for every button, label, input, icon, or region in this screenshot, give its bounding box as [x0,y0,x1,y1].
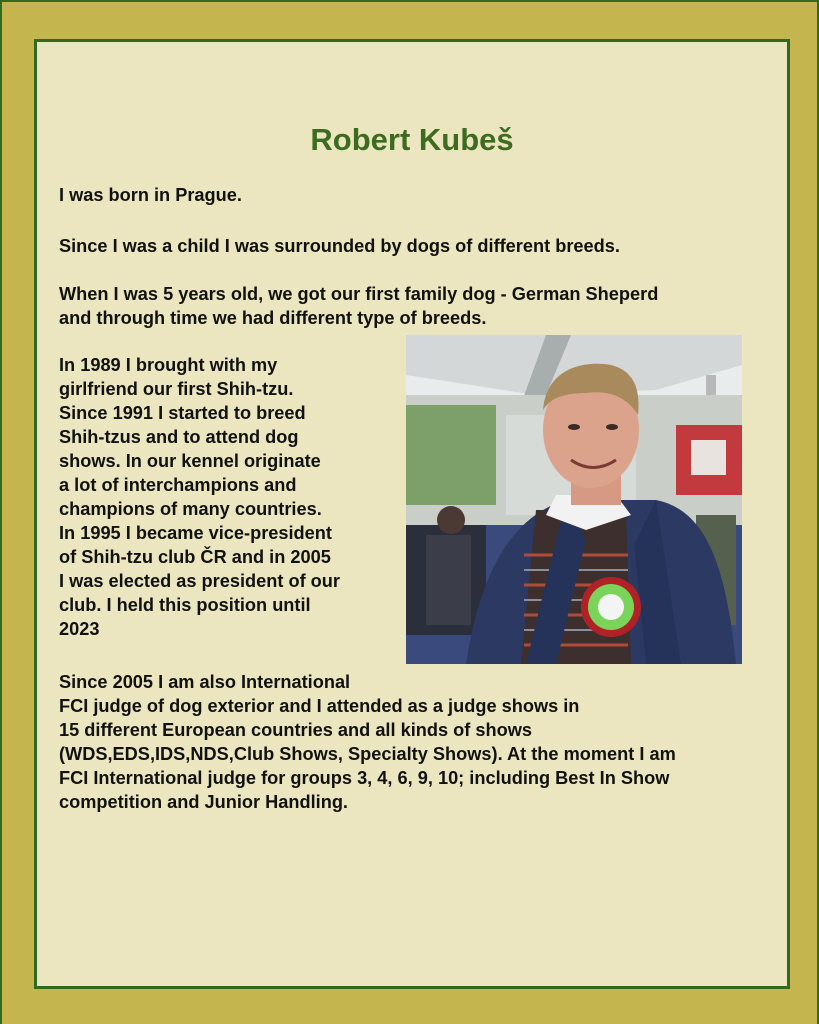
paragraph-first-dog: When I was 5 years old, we got our first family dog - German Sheperd and through time we had different type of breeds. [59,284,659,328]
content-panel [34,39,790,989]
portrait-photo [406,335,742,664]
page-title: Robert Kubeš [310,122,514,157]
paragraph-shih-tzu-history: In 1989 I brought with my girlfriend our first Shih-tzu. Since 1991 I started to breed Shih-tzus and to attend dog shows. In our kennel originate a lot of interchampions and champions of many countries. In 1995 I became vice-president of Shih-tzu club ČR and in 2005 I was elected as president of our club. I held this position until 2023 [59,355,340,639]
paragraph-judge-career: Since 2005 I am also International FCI judge of dog exterior and I attended as a judge shows in 15 different European countries and all kinds of shows (WDS,EDS,IDS,NDS,Club Shows, Specialty Shows). At the moment I am FCI International judge for groups 3, 4, 6, 9, 10; including Best In Show competition and Junior Handling. [59,672,676,812]
paragraph-childhood: Since I was a child I was surrounded by dogs of different breeds. [59,236,620,256]
paragraph-birthplace: I was born in Prague. [59,185,242,205]
